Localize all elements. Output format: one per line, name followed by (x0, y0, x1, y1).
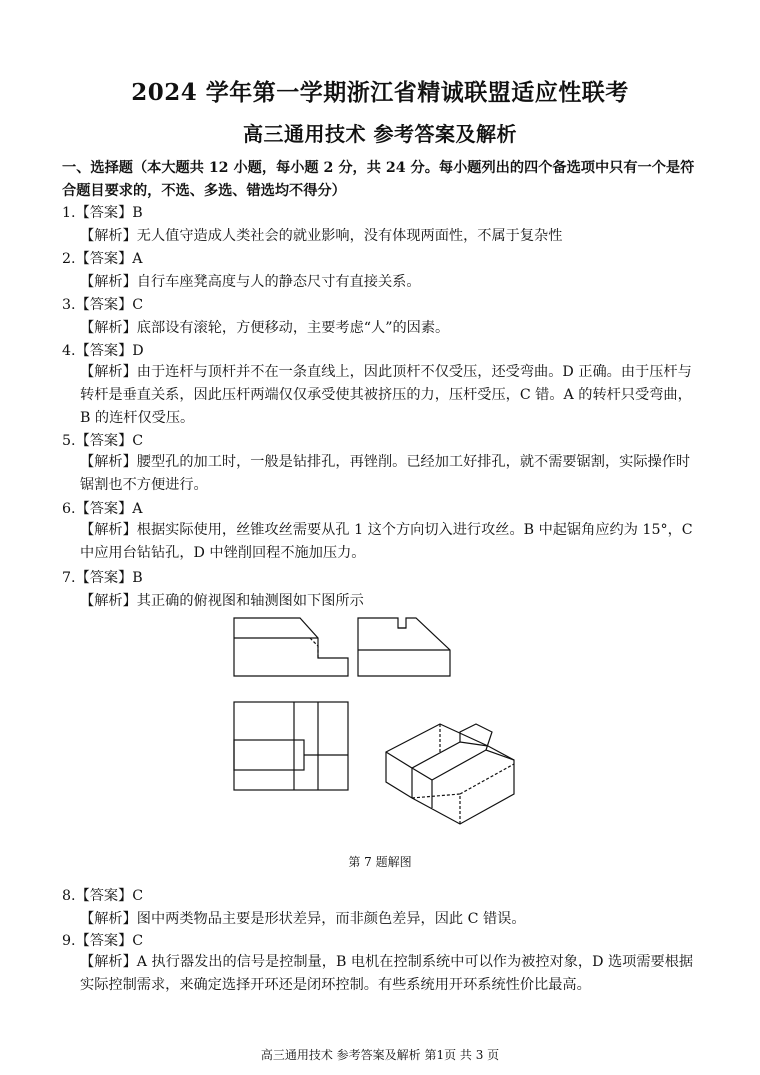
top-view-drawing (234, 702, 348, 790)
isometric-view-drawing (386, 724, 514, 824)
figure-caption: 第 7 题解图 (348, 855, 412, 869)
explanation (62, 361, 702, 430)
page-footer: 高三通用技术 参考答案及解析 第1页 共 3 页 (260, 1048, 500, 1062)
explanation: 【解析】图中两类物品主要是形状差异，而非颜色差异，因此 C 错误。 (80, 911, 526, 927)
explanation-text: 【解析】腰型孔的加工时，一般是钻排孔，再锉削。已经加工好排孔，就不需要锯割，实际操作时锯割也不方便进行。 (80, 454, 691, 493)
answer-label: 9.【答案】C (62, 933, 144, 949)
explanation: 【解析】底部设有滚轮，方便移动，主要考虑“人”的因素。 (80, 320, 450, 336)
answer-label: 6.【答案】A (62, 501, 143, 517)
answer-label: 4.【答案】D (62, 343, 144, 359)
section-heading: 一、选择题（本大题共 12 小题，每小题 2 分，共 24 分。每小题列出的四个备选项中只有一个是符合题目要求的，不选、多选、错选均不得分） (62, 160, 695, 199)
side-view-drawing (358, 618, 450, 676)
explanation: 【解析】其正确的俯视图和轴测图如下图所示 (80, 593, 364, 609)
explanation-text: 【解析】根据实际使用，丝锥攻丝需要从孔 1 这个方向切入进行攻丝。B 中起锯角应约为 15°，C 中应用台钻钻孔，D 中锉削回程不施加压力。 (80, 522, 693, 561)
explanation: 【解析】自行车座凳高度与人的静态尺寸有直接关系。 (80, 274, 421, 290)
answer-label: 2.【答案】A (62, 251, 143, 267)
answer-label: 1.【答案】B (62, 205, 143, 221)
answer-label: 7.【答案】B (62, 570, 143, 586)
explanation (62, 951, 702, 997)
front-view-drawing (234, 618, 348, 676)
answer-label: 5.【答案】C (62, 433, 144, 449)
page-subtitle: 高三通用技术 参考答案及解析 (243, 122, 517, 146)
explanation-text: 【解析】A 执行器发出的信号是控制量，B 电机在控制系统中可以作为被控对象，D 选项需要根据实际控制需求，来确定选择开环还是闭环控制。有些系统用开环系统性价比最高。 (80, 954, 694, 993)
answer-label: 3.【答案】C (62, 297, 144, 313)
explanation (62, 451, 702, 497)
explanation: 【解析】无人值守造成人类社会的就业影响，没有体现两面性，不属于复杂性 (80, 228, 563, 244)
q7-solution-figure (230, 612, 530, 844)
page-title: 2024 学年第一学期浙江省精诚联盟适应性联考 (131, 79, 629, 106)
explanation (62, 519, 702, 565)
explanation-text: 【解析】由于连杆与顶杆并不在一条直线上，因此顶杆不仅受压，还受弯曲。D 正确。由于压杆与转杆是垂直关系，因此压杆两端仅仅承受使其被挤压的力，压杆受压，C 错。A 的转杆只受弯曲，B 的连杆仅受压。 (80, 364, 692, 426)
answer-label: 8.【答案】C (62, 888, 144, 904)
